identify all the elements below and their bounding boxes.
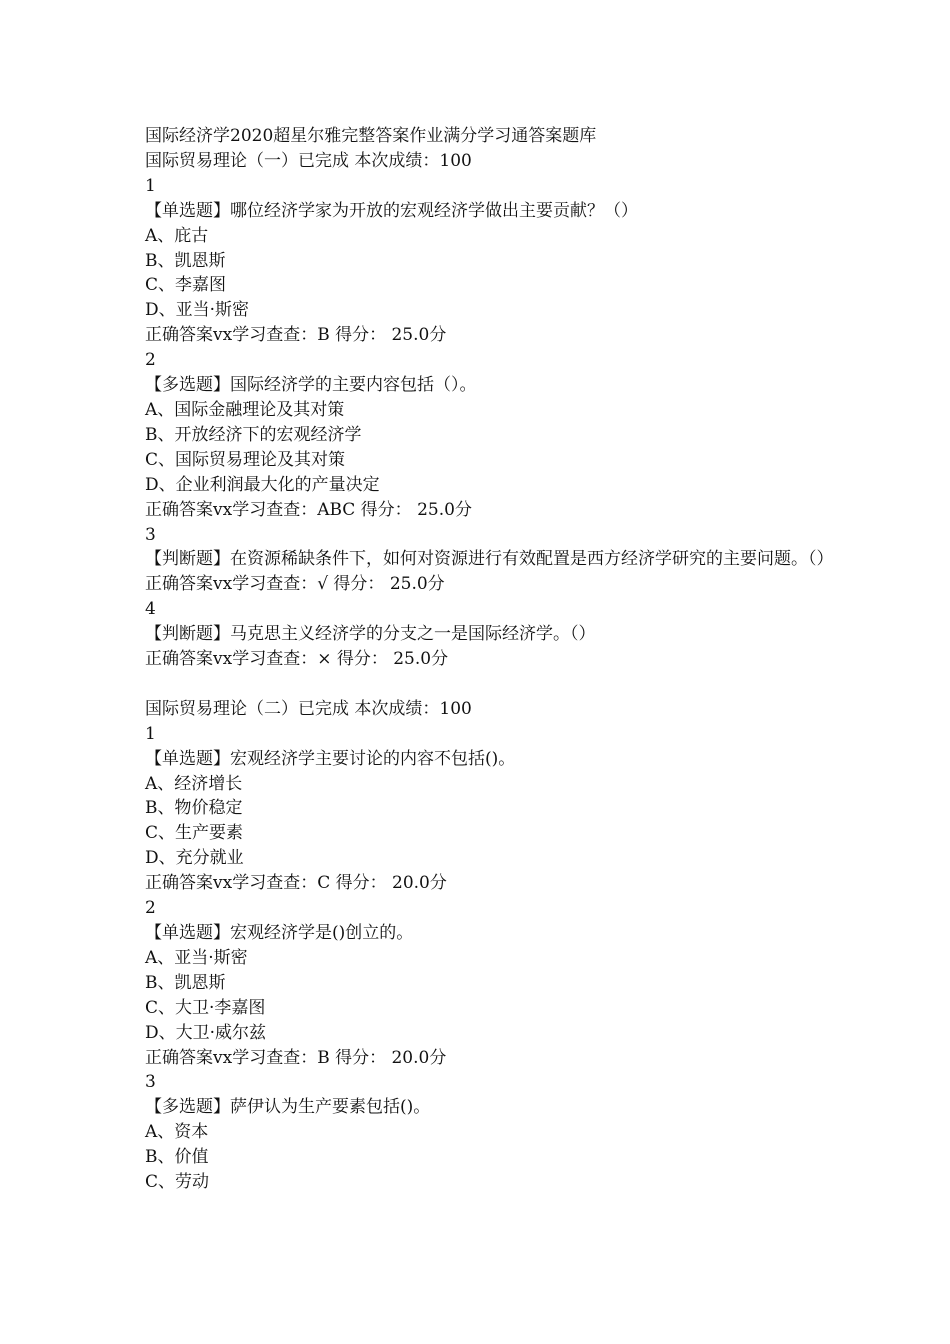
question-answer: 正确答案vx学习查查：B 得分： 25.0分 [145, 325, 447, 346]
question-option: D、企业利润最大化的产量决定 [145, 474, 380, 495]
question-option: D、大卫·威尔兹 [145, 1022, 267, 1043]
question-answer: 正确答案vx学习查查：√ 得分： 25.0分 [145, 574, 445, 595]
question-option: A、经济增长 [145, 773, 243, 794]
question-number: 2 [145, 350, 156, 371]
question-option: B、物价稳定 [145, 798, 243, 819]
question-stem: 【判断题】在资源稀缺条件下，如何对资源进行有效配置是西方经济学研究的主要问题。（） [145, 549, 834, 570]
question-number: 1 [145, 175, 156, 196]
question-option: A、亚当·斯密 [145, 947, 248, 968]
question-option: C、生产要素 [145, 823, 244, 844]
question-number: 3 [145, 524, 156, 545]
question-option: B、价值 [145, 1147, 209, 1168]
question-number: 1 [145, 723, 156, 744]
document-page [145, 124, 834, 1195]
question-answer: 正确答案vx学习查查：× 得分： 25.0分 [145, 649, 449, 670]
question-option: C、大卫·李嘉图 [145, 997, 266, 1018]
question-number: 4 [145, 599, 156, 620]
question-answer: 正确答案vx学习查查：B 得分： 20.0分 [145, 1047, 447, 1068]
question-block [145, 1070, 825, 1195]
section-2 [145, 697, 825, 1195]
question-block [145, 896, 825, 1070]
question-block [145, 597, 825, 672]
question-option: B、开放经济下的宏观经济学 [145, 424, 362, 445]
question-stem: 【单选题】宏观经济学主要讨论的内容不包括()。 [145, 748, 516, 769]
question-option: D、亚当·斯密 [145, 300, 250, 321]
section-spacer [145, 672, 825, 697]
section-heading: 国际贸易理论（一）已完成 本次成绩：100 [145, 150, 472, 171]
question-block [145, 722, 825, 896]
question-block [145, 174, 825, 348]
question-answer: 正确答案vx学习查查：C 得分： 20.0分 [145, 873, 447, 894]
section-heading: 国际贸易理论（二）已完成 本次成绩：100 [145, 698, 472, 719]
question-number: 2 [145, 898, 156, 919]
question-block [145, 523, 834, 598]
question-option: C、劳动 [145, 1172, 210, 1193]
question-stem: 【多选题】萨伊认为生产要素包括()。 [145, 1097, 431, 1118]
question-number: 3 [145, 1072, 156, 1093]
question-option: C、李嘉图 [145, 275, 227, 296]
question-option: B、凯恩斯 [145, 972, 226, 993]
question-stem: 【判断题】马克思主义经济学的分支之一是国际经济学。（） [145, 624, 596, 645]
document-title: 国际经济学2020超星尔雅完整答案作业满分学习通答案题库 [145, 126, 597, 146]
question-option: A、国际金融理论及其对策 [145, 399, 345, 420]
section-1 [145, 149, 834, 672]
question-block [145, 348, 825, 522]
question-option: C、国际贸易理论及其对策 [145, 449, 346, 470]
question-stem: 【单选题】哪位经济学家为开放的宏观经济学做出主要贡献？（） [145, 200, 638, 221]
question-option: A、资本 [145, 1122, 209, 1143]
question-option: B、凯恩斯 [145, 250, 226, 271]
question-stem: 【多选题】国际经济学的主要内容包括（）。 [145, 375, 477, 396]
question-answer: 正确答案vx学习查查：ABC 得分： 25.0分 [145, 499, 472, 520]
question-option: A、庇古 [145, 225, 209, 246]
question-stem: 【单选题】宏观经济学是()创立的。 [145, 922, 414, 943]
question-option: D、充分就业 [145, 848, 244, 869]
